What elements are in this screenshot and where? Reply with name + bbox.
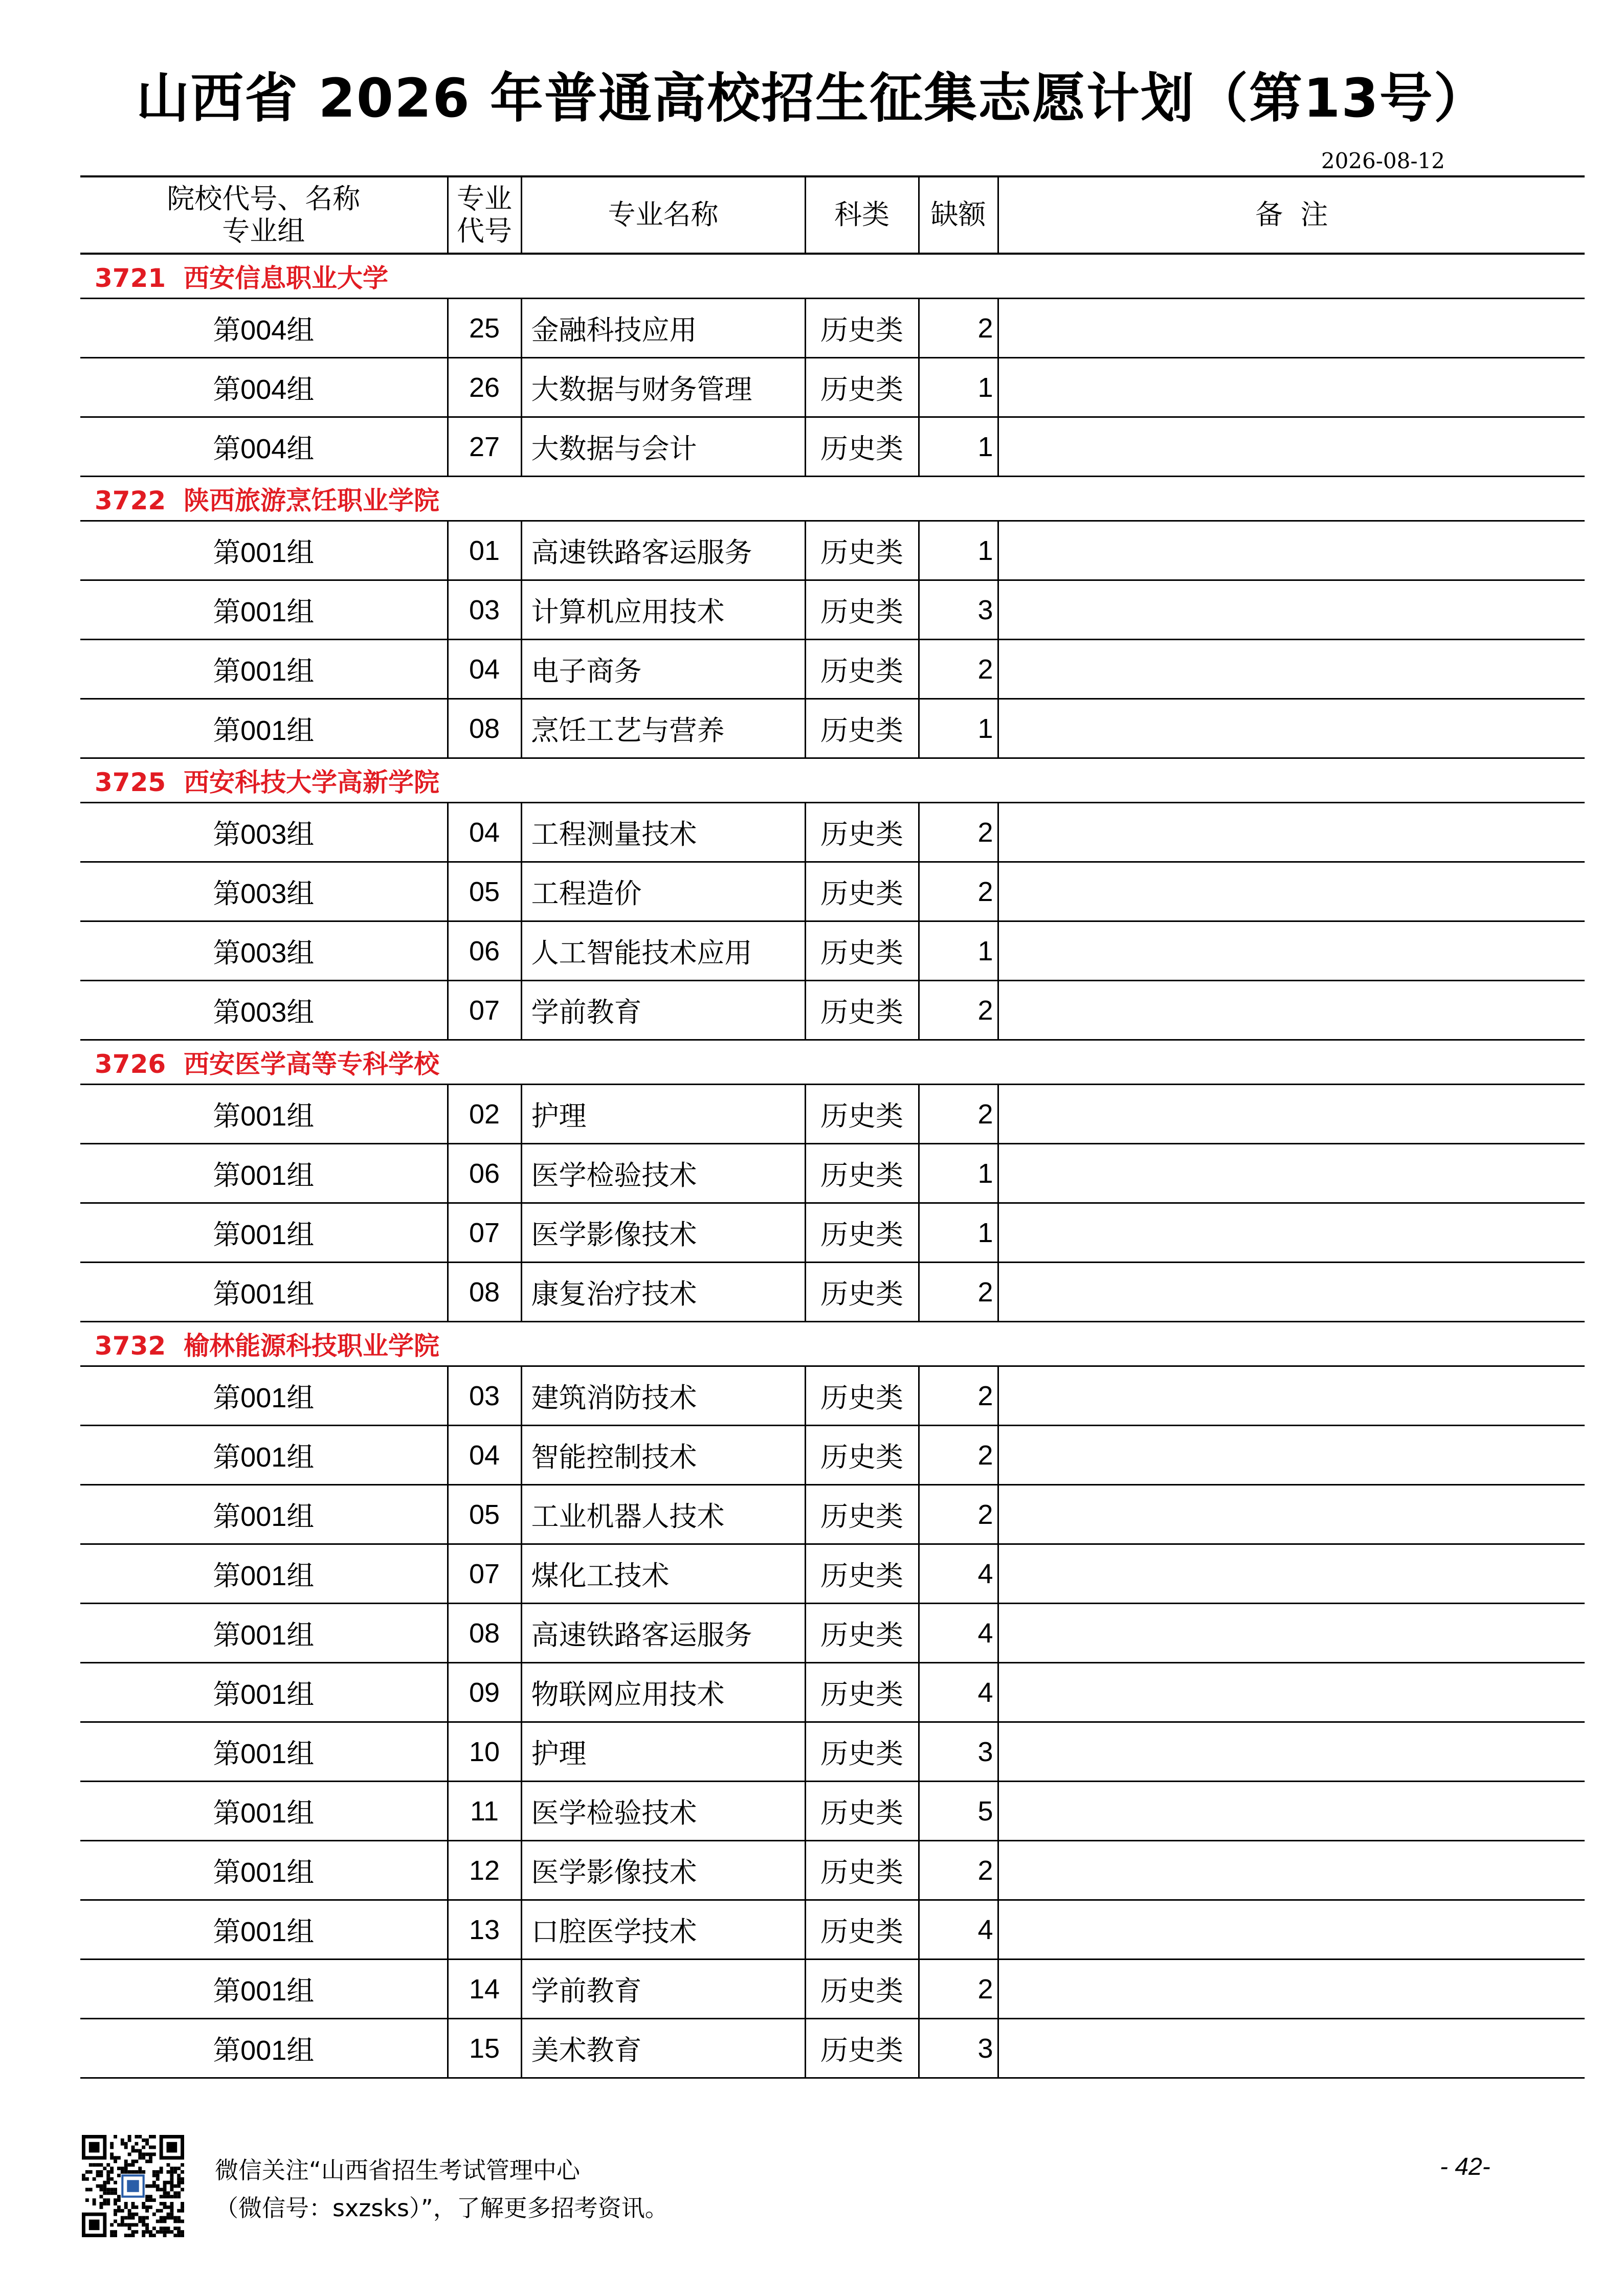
gap-cell: 1: [919, 521, 998, 580]
gap-cell: 1: [919, 1144, 998, 1203]
table-row: [80, 1426, 1585, 1485]
school-name: 3721 西安信息职业大学: [80, 254, 1585, 299]
category-cell: 历史类: [805, 921, 919, 981]
major-code-cell: 07: [448, 1203, 521, 1263]
major-name-cell: 美术教育: [521, 2019, 805, 2078]
group-cell: 第001组: [80, 640, 448, 699]
gap-cell: 4: [919, 1604, 998, 1663]
remark-cell: [998, 1485, 1585, 1544]
major-name-cell: 医学检验技术: [521, 1144, 805, 1203]
table-row: [80, 699, 1585, 758]
category-cell: 历史类: [805, 1144, 919, 1203]
major-name-cell: 康复治疗技术: [521, 1263, 805, 1322]
major-code-cell: 10: [448, 1722, 521, 1782]
table-row: [80, 358, 1585, 417]
qr-code-icon: [82, 2135, 184, 2237]
table-row: [80, 1263, 1585, 1322]
major-code-cell: 06: [448, 921, 521, 981]
table-row: [80, 862, 1585, 921]
plan-table: [80, 175, 1585, 2079]
remark-cell: [998, 921, 1585, 981]
major-code-cell: 01: [448, 521, 521, 580]
remark-cell: [998, 1263, 1585, 1322]
header-remark: 备 注: [998, 176, 1585, 254]
table-row: [80, 640, 1585, 699]
gap-cell: 4: [919, 1544, 998, 1604]
group-cell: 第003组: [80, 981, 448, 1040]
gap-cell: 2: [919, 803, 998, 862]
category-cell: 历史类: [805, 1663, 919, 1722]
remark-cell: [998, 580, 1585, 640]
group-cell: 第001组: [80, 1722, 448, 1782]
gap-cell: 3: [919, 580, 998, 640]
major-name-cell: 工程测量技术: [521, 803, 805, 862]
gap-cell: 2: [919, 1366, 998, 1426]
page-number: - 42-: [1440, 2153, 1490, 2180]
remark-cell: [998, 417, 1585, 477]
table-row: [80, 1544, 1585, 1604]
table-row: [80, 1144, 1585, 1203]
major-name-cell: 煤化工技术: [521, 1544, 805, 1604]
major-code-cell: 15: [448, 2019, 521, 2078]
group-cell: 第003组: [80, 921, 448, 981]
table-row: [80, 1900, 1585, 1960]
category-cell: 历史类: [805, 1544, 919, 1604]
table-row: [80, 1782, 1585, 1841]
gap-cell: 3: [919, 2019, 998, 2078]
major-code-cell: 14: [448, 1960, 521, 2019]
table-row: [80, 299, 1585, 358]
major-name-cell: 护理: [521, 1085, 805, 1144]
category-cell: 历史类: [805, 1900, 919, 1960]
table-row: [80, 580, 1585, 640]
remark-cell: [998, 1544, 1585, 1604]
major-name-cell: 烹饪工艺与营养: [521, 699, 805, 758]
remark-cell: [998, 1900, 1585, 1960]
school-header-row: [80, 1040, 1585, 1085]
category-cell: 历史类: [805, 1366, 919, 1426]
group-cell: 第001组: [80, 1604, 448, 1663]
category-cell: 历史类: [805, 1085, 919, 1144]
group-cell: 第003组: [80, 862, 448, 921]
gap-cell: 2: [919, 299, 998, 358]
major-code-cell: 08: [448, 1263, 521, 1322]
remark-cell: [998, 358, 1585, 417]
group-cell: 第001组: [80, 1366, 448, 1426]
remark-cell: [998, 1604, 1585, 1663]
gap-cell: 4: [919, 1663, 998, 1722]
major-code-cell: 27: [448, 417, 521, 477]
gap-cell: 3: [919, 1722, 998, 1782]
gap-cell: 1: [919, 921, 998, 981]
category-cell: 历史类: [805, 1485, 919, 1544]
table-row: [80, 521, 1585, 580]
major-name-cell: 大数据与财务管理: [521, 358, 805, 417]
gap-cell: 2: [919, 1960, 998, 2019]
major-name-cell: 电子商务: [521, 640, 805, 699]
major-name-cell: 高速铁路客运服务: [521, 1604, 805, 1663]
gap-cell: 2: [919, 1485, 998, 1544]
table-row: [80, 803, 1585, 862]
remark-cell: [998, 1841, 1585, 1900]
group-cell: 第001组: [80, 699, 448, 758]
major-code-cell: 07: [448, 981, 521, 1040]
category-cell: 历史类: [805, 699, 919, 758]
remark-cell: [998, 981, 1585, 1040]
major-code-cell: 05: [448, 1485, 521, 1544]
category-cell: 历史类: [805, 580, 919, 640]
group-cell: 第001组: [80, 1960, 448, 2019]
category-cell: 历史类: [805, 1604, 919, 1663]
major-name-cell: 物联网应用技术: [521, 1663, 805, 1722]
school-header-row: [80, 477, 1585, 521]
table-body: [80, 254, 1585, 2078]
major-name-cell: 护理: [521, 1722, 805, 1782]
category-cell: 历史类: [805, 2019, 919, 2078]
school-name: 3732 榆林能源科技职业学院: [80, 1322, 1585, 1366]
category-cell: 历史类: [805, 358, 919, 417]
major-code-cell: 09: [448, 1663, 521, 1722]
table-row: [80, 1960, 1585, 2019]
footer-wechat-note: [215, 2152, 669, 2227]
table-row: [80, 2019, 1585, 2078]
category-cell: 历史类: [805, 803, 919, 862]
school-name: 3725 西安科技大学高新学院: [80, 758, 1585, 803]
major-name-cell: 医学影像技术: [521, 1841, 805, 1900]
group-cell: 第001组: [80, 1085, 448, 1144]
remark-cell: [998, 1663, 1585, 1722]
table-row: [80, 1663, 1585, 1722]
major-code-cell: 26: [448, 358, 521, 417]
gap-cell: 1: [919, 699, 998, 758]
major-code-cell: 04: [448, 640, 521, 699]
gap-cell: 2: [919, 1841, 998, 1900]
major-code-cell: 08: [448, 699, 521, 758]
table-row: [80, 1085, 1585, 1144]
gap-cell: 2: [919, 862, 998, 921]
group-cell: 第001组: [80, 1663, 448, 1722]
major-code-cell: 02: [448, 1085, 521, 1144]
table-row: [80, 921, 1585, 981]
remark-cell: [998, 1782, 1585, 1841]
category-cell: 历史类: [805, 640, 919, 699]
table-row: [80, 1722, 1585, 1782]
header-school-line1: 院校代号、名称: [167, 183, 361, 215]
table-row: [80, 1366, 1585, 1426]
remark-cell: [998, 1203, 1585, 1263]
major-code-cell: 05: [448, 862, 521, 921]
page-title: 山西省 2026 年普通高校招生征集志愿计划（第13号）: [136, 67, 1488, 129]
group-cell: 第004组: [80, 417, 448, 477]
category-cell: 历史类: [805, 981, 919, 1040]
major-name-cell: 口腔医学技术: [521, 1900, 805, 1960]
school-name: 3726 西安医学高等专科学校: [80, 1040, 1585, 1085]
remark-cell: [998, 640, 1585, 699]
school-name: 3722 陕西旅游烹饪职业学院: [80, 477, 1585, 521]
category-cell: 历史类: [805, 1722, 919, 1782]
category-cell: 历史类: [805, 299, 919, 358]
group-cell: 第001组: [80, 1485, 448, 1544]
gap-cell: 2: [919, 1426, 998, 1485]
major-code-cell: 11: [448, 1782, 521, 1841]
category-cell: 历史类: [805, 1782, 919, 1841]
school-header-row: [80, 1322, 1585, 1366]
group-cell: 第001组: [80, 580, 448, 640]
group-cell: 第001组: [80, 1782, 448, 1841]
group-cell: 第001组: [80, 521, 448, 580]
major-name-cell: 工业机器人技术: [521, 1485, 805, 1544]
group-cell: 第001组: [80, 1900, 448, 1960]
major-code-cell: 08: [448, 1604, 521, 1663]
group-cell: 第004组: [80, 299, 448, 358]
major-code-cell: 06: [448, 1144, 521, 1203]
footer-line2: （微信号：sxzsks）”，了解更多招考资讯。: [215, 2194, 669, 2222]
major-name-cell: 建筑消防技术: [521, 1366, 805, 1426]
table-row: [80, 1485, 1585, 1544]
table-row: [80, 981, 1585, 1040]
table-header-row: [80, 176, 1585, 254]
major-name-cell: 智能控制技术: [521, 1426, 805, 1485]
remark-cell: [998, 699, 1585, 758]
gap-cell: 4: [919, 1900, 998, 1960]
category-cell: 历史类: [805, 1203, 919, 1263]
group-cell: 第001组: [80, 2019, 448, 2078]
major-code-cell: 03: [448, 580, 521, 640]
category-cell: 历史类: [805, 1263, 919, 1322]
remark-cell: [998, 2019, 1585, 2078]
table-row: [80, 417, 1585, 477]
remark-cell: [998, 1426, 1585, 1485]
gap-cell: 2: [919, 1263, 998, 1322]
header-major-code-line1: 专业: [457, 183, 512, 215]
major-name-cell: 工程造价: [521, 862, 805, 921]
header-major-code: [448, 176, 521, 254]
header-category: 科类: [805, 176, 919, 254]
school-header-row: [80, 758, 1585, 803]
publish-date: 2026-08-12: [1321, 148, 1445, 173]
header-major-name: 专业名称: [521, 176, 805, 254]
remark-cell: [998, 1960, 1585, 2019]
header-school-group: [80, 176, 448, 254]
remark-cell: [998, 299, 1585, 358]
group-cell: 第001组: [80, 1144, 448, 1203]
remark-cell: [998, 1366, 1585, 1426]
gap-cell: 1: [919, 417, 998, 477]
header-gap: 缺额: [919, 176, 998, 254]
group-cell: 第001组: [80, 1203, 448, 1263]
category-cell: 历史类: [805, 1841, 919, 1900]
gap-cell: 1: [919, 358, 998, 417]
group-cell: 第001组: [80, 1426, 448, 1485]
remark-cell: [998, 862, 1585, 921]
major-name-cell: 人工智能技术应用: [521, 921, 805, 981]
group-cell: 第004组: [80, 358, 448, 417]
gap-cell: 1: [919, 1203, 998, 1263]
major-code-cell: 25: [448, 299, 521, 358]
major-code-cell: 04: [448, 803, 521, 862]
major-code-cell: 07: [448, 1544, 521, 1604]
remark-cell: [998, 803, 1585, 862]
category-cell: 历史类: [805, 1960, 919, 2019]
major-name-cell: 大数据与会计: [521, 417, 805, 477]
major-name-cell: 高速铁路客运服务: [521, 521, 805, 580]
gap-cell: 2: [919, 981, 998, 1040]
major-name-cell: 学前教育: [521, 1960, 805, 2019]
major-name-cell: 金融科技应用: [521, 299, 805, 358]
group-cell: 第001组: [80, 1263, 448, 1322]
group-cell: 第003组: [80, 803, 448, 862]
group-cell: 第001组: [80, 1841, 448, 1900]
category-cell: 历史类: [805, 1426, 919, 1485]
footer-line1: 微信关注“山西省招生考试管理中心: [215, 2156, 580, 2184]
gap-cell: 2: [919, 640, 998, 699]
category-cell: 历史类: [805, 862, 919, 921]
major-name-cell: 医学检验技术: [521, 1782, 805, 1841]
major-code-cell: 12: [448, 1841, 521, 1900]
remark-cell: [998, 1144, 1585, 1203]
major-name-cell: 医学影像技术: [521, 1203, 805, 1263]
gap-cell: 2: [919, 1085, 998, 1144]
remark-cell: [998, 1085, 1585, 1144]
major-name-cell: 计算机应用技术: [521, 580, 805, 640]
remark-cell: [998, 1722, 1585, 1782]
school-header-row: [80, 254, 1585, 299]
major-code-cell: 04: [448, 1426, 521, 1485]
header-major-code-line2: 代号: [457, 214, 512, 247]
remark-cell: [998, 521, 1585, 580]
table-row: [80, 1203, 1585, 1263]
major-code-cell: 03: [448, 1366, 521, 1426]
major-code-cell: 13: [448, 1900, 521, 1960]
major-name-cell: 学前教育: [521, 981, 805, 1040]
table-row: [80, 1604, 1585, 1663]
header-school-line2: 专业组: [222, 214, 305, 247]
category-cell: 历史类: [805, 417, 919, 477]
category-cell: 历史类: [805, 521, 919, 580]
group-cell: 第001组: [80, 1544, 448, 1604]
gap-cell: 5: [919, 1782, 998, 1841]
table-row: [80, 1841, 1585, 1900]
